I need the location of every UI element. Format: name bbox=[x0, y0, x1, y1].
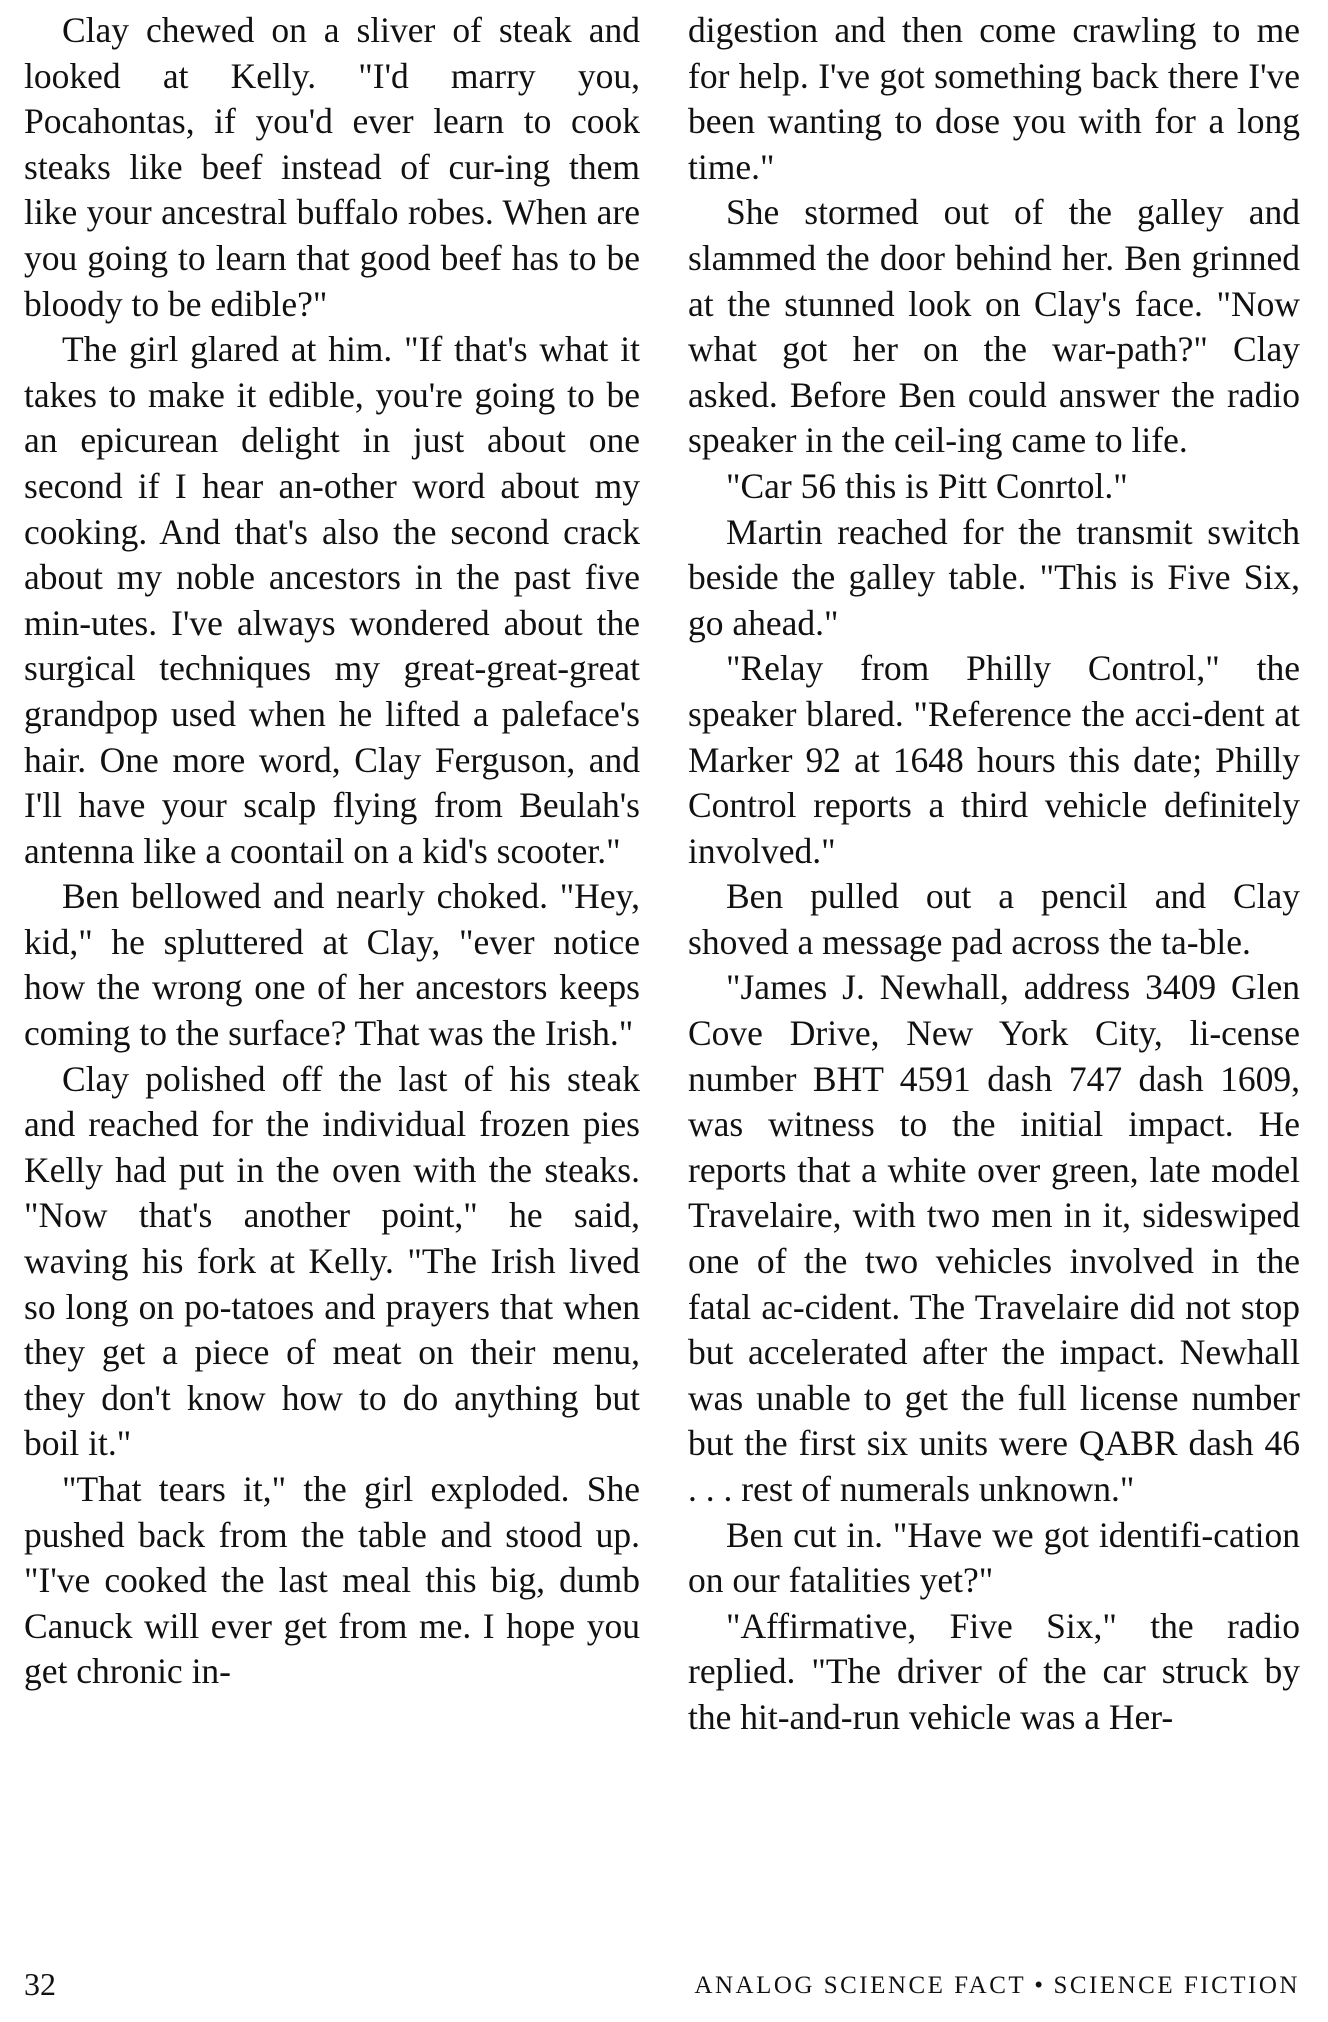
bullet-separator: • bbox=[1034, 1972, 1046, 1999]
paragraph: Ben pulled out a pencil and Clay shoved a message pad across the ta-ble. bbox=[688, 876, 1300, 962]
paragraph: Ben bellowed and nearly choked. "Hey, kid," he spluttered at Clay, "ever notice how the wrong one of her ancestors keeps coming to the surface? That was the Irish." bbox=[24, 876, 640, 1054]
magazine-title-right: SCIENCE FICTION bbox=[1053, 1972, 1300, 1999]
paragraph: "James J. Newhall, address 3409 Glen Cove Drive, New York City, li-cense number BHT 4591 dash 747 dash 1609, was witness to the initial impact. He reports that a white over green, late model Travelaire, with two men in it, sideswiped one of the two vehicles involved in the fatal ac-cident. The Travelaire did not stop but accelerated after the impact. Newhall was unable to get the full license number but the first six units were QABR dash 46 . . . rest of numerals unknown." bbox=[688, 967, 1300, 1509]
page-footer bbox=[0, 1962, 1328, 2012]
page-number: 32 bbox=[24, 1966, 56, 2002]
paragraph: Martin reached for the transmit switch beside the galley table. "This is Five Six, go ahead." bbox=[688, 511, 1300, 643]
running-footer bbox=[694, 1966, 1300, 2006]
paragraph: digestion and then come crawling to me for help. I've got something back there I've been wanting to dose you with for a long time." bbox=[688, 10, 1300, 187]
paragraph: "Car 56 this is Pitt Conrtol." bbox=[726, 465, 1128, 506]
paragraph: Ben cut in. "Have we got identifi-cation on our fatalities yet?" bbox=[688, 1514, 1300, 1601]
paragraph: She stormed out of the galley and slammed the door behind her. Ben grinned at the stunned look on Clay's face. "Now what got her on the war-path?" Clay asked. Before Ben could answer the radio speaker in the ceil-ing came to life. bbox=[688, 192, 1300, 461]
left-text-column bbox=[24, 8, 640, 1695]
paragraph: "That tears it," the girl exploded. She pushed back from the table and stood up. "I've cooked the last meal this big, dumb Canuck will ever get from me. I hope you get chronic in- bbox=[24, 1469, 640, 1692]
right-text-column bbox=[688, 8, 1300, 1741]
magazine-title-left: ANALOG SCIENCE FACT bbox=[694, 1972, 1027, 1999]
paragraph: Clay chewed on a sliver of steak and looked at Kelly. "I'd marry you, Pocahontas, if you'd ever learn to cook steaks like beef instead of cur-ing them like your ancestral buffalo robes. When are you going to learn that good beef has to be bloody to be edible?" bbox=[24, 10, 640, 324]
paragraph: "Affirmative, Five Six," the radio replied. "The driver of the car struck by the hit-and-run vehicle was a Her- bbox=[688, 1605, 1300, 1737]
paragraph: "Relay from Philly Control," the speaker blared. "Reference the acci-dent at Marker 92 at 1648 hours this date; Philly Control reports a third vehicle definitely involved." bbox=[688, 648, 1300, 871]
paragraph: Clay polished off the last of his steak and reached for the individual frozen pies Kelly had put in the oven with the steaks. "Now that's another point," he said, waving his fork at Kelly. "The Irish lived so long on po-tatoes and prayers that when they get a piece of meat on their menu, they don't know how to do anything but boil it." bbox=[24, 1058, 640, 1464]
paragraph: The girl glared at him. "If that's what it takes to make it edible, you're going to be an epicurean delight in just about one second if I hear an-other word about my cooking. And that's also the second crack about my noble ancestors in the past five min-utes. I've always wondered about the surgical techniques my great-great-great grandpop used when he lifted a paleface's hair. One more word, Clay Ferguson, and I'll have your scalp flying from Beulah's antenna like a coontail on a kid's scooter." bbox=[24, 329, 640, 871]
